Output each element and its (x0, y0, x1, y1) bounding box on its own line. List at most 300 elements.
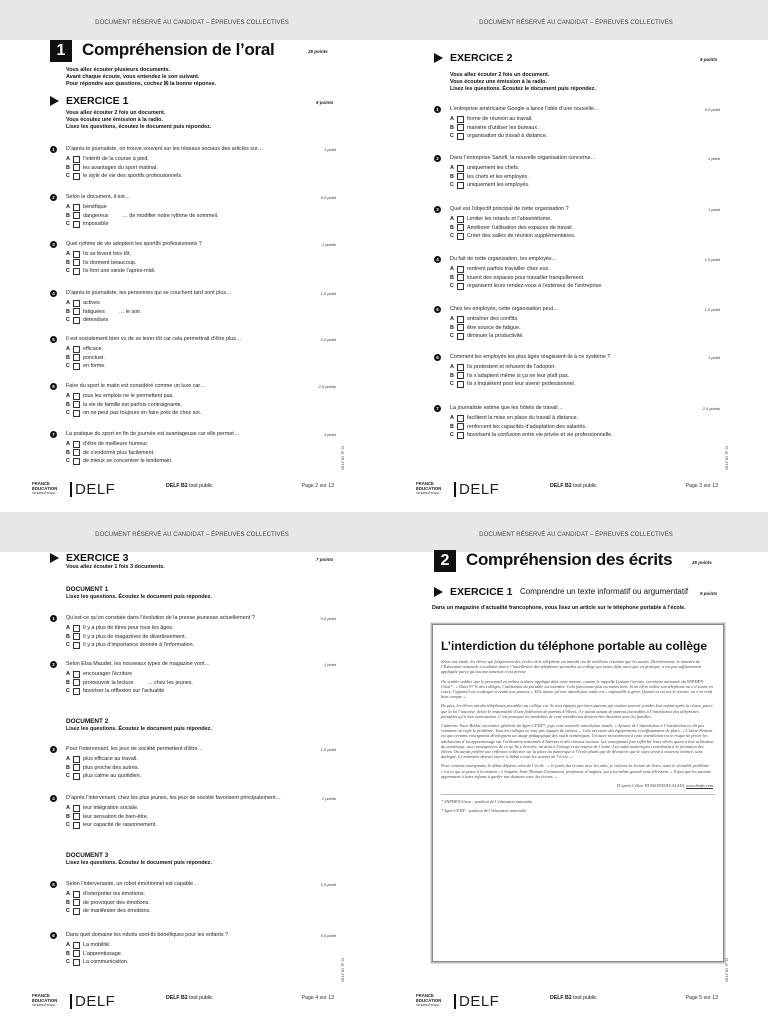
option-text: Ils dorment beaucoup. (83, 259, 137, 266)
question-text: Dans quel domaine les robots sont-ils bénéfiques pour les enfants ? (66, 932, 229, 938)
checkbox[interactable] (457, 381, 464, 388)
question-points: 1,5 point (320, 291, 336, 296)
option-text: entraîner des conflits. (467, 316, 519, 322)
page-footer (0, 990, 384, 1010)
option-letter: A (66, 942, 70, 948)
side-code: DELF B2 TP 22 (341, 445, 345, 470)
answer-option (450, 324, 521, 332)
answer-option (66, 401, 182, 409)
option-text: promouvoir la lecture (83, 679, 134, 686)
answer-option (66, 155, 149, 163)
option-letter: C (66, 268, 70, 274)
checkbox[interactable] (73, 393, 80, 400)
option-letter: C (66, 221, 70, 227)
page-number: Page 2 sur 13 (301, 483, 334, 489)
checkbox[interactable] (73, 959, 80, 966)
option-text: dangereux (83, 212, 109, 219)
option-letter: B (450, 324, 454, 331)
exercise-intro: Vous allez écouter 1 fois 3 documents. (66, 564, 165, 570)
answer-option (450, 372, 569, 380)
option-letter: C (66, 688, 70, 694)
answer-option (450, 173, 529, 181)
document-title: DOCUMENT 2 (66, 718, 109, 725)
page-number: Page 4 sur 13 (301, 995, 334, 1001)
option-letter: C (66, 908, 70, 914)
answer-option (450, 124, 539, 132)
checkbox[interactable] (73, 156, 80, 163)
checkbox[interactable] (457, 165, 464, 172)
question-number-icon: 5 (50, 881, 57, 888)
option-text: la vie de famille est parfois contraignante. (83, 401, 183, 408)
page-number: Page 3 sur 13 (685, 483, 718, 489)
answer-option (66, 164, 158, 172)
option-letter: B (450, 124, 454, 131)
answer-option (66, 392, 174, 400)
answer-option (66, 308, 141, 316)
section-intro: Vous allez écouter plusieurs documents. Avant chaque écoute, vous entendez le son suivant. Pour répondre aux questions, cochez ☒ la bonne réponse. (66, 67, 217, 87)
question-text: Selon Elsa Maudet, les nouveaux types de magazine vont… (66, 661, 210, 667)
option-text: encourager l’écriture (83, 671, 133, 677)
delf-logo: DELF (75, 993, 116, 1010)
checkbox[interactable] (73, 642, 80, 649)
checkbox[interactable] (73, 764, 80, 771)
answer-option (450, 363, 556, 371)
question-points: 1,5 point (320, 747, 336, 752)
france-education-logo: FRANCE ÉDUCATION INTERNATIONAL (32, 993, 58, 1008)
question-number-icon: 5 (434, 306, 441, 313)
question-points: 0,5 point (320, 195, 336, 200)
option-text: de manifester des émotions. (83, 908, 151, 914)
exercise-points: 7 points (316, 557, 334, 562)
option-letter: C (66, 363, 70, 369)
divider (441, 794, 715, 795)
option-text: en forme. (83, 363, 106, 369)
play-arrow-icon (434, 53, 443, 63)
answer-option (66, 772, 141, 780)
question-text: Comment les employés les plus âgés réagissent-ils à ce système ? (450, 354, 611, 360)
checkbox[interactable] (457, 216, 464, 223)
option-text: Ils s’inquiètent pour leur avenir professionnel. (467, 381, 576, 387)
exercise-points: 9 points (700, 591, 718, 596)
section-title: Compréhension des écrits (466, 550, 673, 569)
option-letter: A (66, 625, 70, 631)
option-text: leur sensation de bien-être. (83, 813, 149, 820)
checkbox[interactable] (457, 133, 464, 140)
question-text: Dans l’entreprise Sanofi, la nouvelle organisation concerne… (450, 155, 596, 161)
question-points: 0,5 point (320, 337, 336, 342)
question-text: La pratique du sport en fin de journée est avantageuse car elle permet… (66, 431, 240, 437)
checkbox[interactable] (457, 274, 464, 281)
checkbox[interactable] (73, 300, 80, 307)
checkbox[interactable] (73, 308, 80, 315)
option-letter: A (450, 415, 454, 421)
option-letter: C (450, 333, 454, 339)
question-points: 0,5 point (704, 107, 720, 112)
side-code: DELF B2 TP 22 (725, 445, 729, 470)
option-text: Ils protestent et refusent de l’adopter. (467, 364, 556, 370)
option-letter: C (450, 283, 454, 289)
option-text: diminuer la productivité. (467, 333, 524, 339)
option-letter: C (66, 173, 70, 179)
checkbox[interactable] (457, 364, 464, 371)
answer-option (66, 345, 103, 353)
option-letter: B (66, 679, 70, 686)
question-number-icon: 5 (50, 336, 57, 343)
question-number-icon: 3 (434, 206, 441, 213)
option-letter: C (66, 959, 70, 965)
option-letter: C (450, 381, 454, 387)
france-education-logo: FRANCE ÉDUCATION INTERNATIONAL (32, 481, 58, 496)
checkbox[interactable] (73, 633, 80, 640)
option-letter: A (66, 393, 70, 399)
question-text: Chez les employés, cette organisation peut… (450, 306, 559, 312)
option-letter: C (66, 773, 70, 779)
section-points: 25 points (692, 560, 712, 565)
article-paragraph: Catherine Nave-Bekhti, secrétaire générale du Sgen-CFDT*, juge cette nouvelle interdiction inutile. « Ajouter de l’interdiction à l’interdiction ne dit pas comment on règle le problème. Tous les collèges ne sont pas équipés de casiers ». Cela nécessite des équipements et suffisamment de place. « L’autre élément est que certains enseignants développent un usage pédagogique des outils numériques. Un autre inconvénient à cette interdiction est le risque de priver les adolescents d’un apprentissage sur l’utilisation raisonnée d’Internet et des réseaux sociaux. Les enseignants font réfléchir leurs élèves quant à leur utilisation du numérique, aux conséquences de ce qu’ils y écrivent, au droit à l’image et au respect de l’autre. Les outils numériques contribuent à la formation des élèves. On aurait préféré une réflexion collective sur la place du numérique à l’école plutôt que de découvrir que le sujet serait à nouveau relancé, sans dialogue. Le ministère devrait ouvrir le débat à tous les acteurs de l’école. » (441, 723, 714, 760)
checkbox[interactable] (73, 354, 80, 361)
checkbox[interactable] (457, 372, 464, 379)
answer-option (66, 250, 131, 258)
answer-option (450, 215, 552, 223)
option-letter: B (66, 950, 70, 957)
article-paragraph: De plus, les élèves ont des téléphones portables au collège car ils sont équipés par leurs parents qui veulent pouvoir joindre leur enfant après la classe, parce que la loi l’autorise. Selon le responsable d’une fédération de parents d’élèves, il y aurait autant de parents favorables à l’interdiction des téléphones portables qu’à leur autorisation. C’est pourquoi les modalités de cette interdiction doivent être discutées avec les familles. (441, 703, 713, 719)
answer-option (66, 641, 194, 649)
article-box (432, 624, 724, 962)
logo-divider (454, 994, 456, 1009)
option-letter: C (66, 317, 70, 323)
option-letter: B (66, 899, 70, 906)
option-letter: A (66, 204, 70, 210)
answer-option (66, 821, 157, 829)
checkbox[interactable] (457, 224, 464, 231)
option-text: les avantages du sport matinal. (83, 164, 158, 171)
option-letter: B (66, 764, 70, 771)
option-text: Ils s’adaptent même si ça ne leur plaît pas. (467, 372, 570, 379)
question-text: Quel est l’objectif principal de cette organisation ? (450, 206, 569, 212)
answer-option (450, 265, 550, 273)
question-text: Selon l’intervenante, un robot émotionnel est capable… (66, 881, 199, 887)
option-text: organisent leurs rendez-vous à l’extérieur de l’entreprise. (467, 283, 603, 289)
answer-option (450, 423, 587, 431)
option-text: d’être de meilleure humeur. (83, 441, 149, 447)
option-letter: B (66, 212, 70, 219)
option-text: La mobilité. (83, 942, 111, 948)
checkbox[interactable] (73, 212, 80, 219)
page-footer (384, 990, 768, 1010)
checkbox[interactable] (73, 942, 80, 949)
checkbox[interactable] (73, 221, 80, 228)
checkbox[interactable] (73, 950, 80, 957)
option-text: facilitent la mise en place du travail à distance. (467, 415, 579, 421)
page-header: DOCUMENT RÉSERVÉ AU CANDIDAT – ÉPREUVES COLLECTIVES (384, 0, 768, 40)
document-instructions: Lisez les questions. Écoutez le document puis répondez. (66, 860, 212, 866)
option-text: on ne peut pas toujours en faire près de chez soi. (83, 410, 202, 416)
footnote: * Sgen-CFDT : syndicat de l’éducation nationale. (441, 808, 527, 814)
exercise-title: EXERCICE 1 (66, 95, 129, 107)
checkbox[interactable] (73, 805, 80, 812)
logo-divider (70, 482, 72, 497)
question-points: 2 points (321, 242, 336, 247)
question-number-icon: 6 (434, 354, 441, 361)
section-number: 2 (434, 550, 456, 572)
document-title: DOCUMENT 3 (66, 852, 109, 859)
option-text: plus efficace au travail. (83, 756, 138, 762)
checkbox[interactable] (73, 251, 80, 258)
page-4 (0, 512, 384, 1024)
option-letter: A (66, 251, 70, 257)
article-paragraph: Selon une étude, les élèves qui fréquentent des écoles où le téléphone est interdit ont de meilleurs résultats que les autres. Dernièrement, le ministre de l’Éducation nationale a souhaité durcir l’interdiction des téléphones portables au collège qui existe déjà, mais qui, en pratique, n’est pas suffisamment appliquée parce qu’aucune sanction n’est prévue. (441, 659, 701, 675)
document-instructions: Lisez les questions. Écoutez le document puis répondez. (66, 726, 212, 732)
option-text: favorisent la confusion entre vie privée et vie professionnelle. (467, 432, 613, 438)
option-text: le style de vie des sportifs professionnels. (83, 173, 183, 179)
checkbox[interactable] (457, 324, 464, 331)
option-letter: B (66, 354, 70, 361)
option-text: les chefs et les employés. (467, 173, 529, 180)
question-text: D’après le journaliste, les personnes qui se couchent tard sont plus… (66, 290, 232, 296)
option-text: L’apprentissage. (83, 950, 123, 957)
checkbox[interactable] (73, 679, 80, 686)
question-text: L’entreprise américaine Google a lancé l’idée d’une nouvelle… (450, 106, 600, 112)
option-text: d’interpréter les émotions. (83, 891, 146, 897)
checkbox[interactable] (73, 908, 80, 915)
answer-option (66, 316, 108, 324)
logo-divider (454, 482, 456, 497)
option-letter: C (66, 410, 70, 416)
question-points: 1,5 point (320, 882, 336, 887)
answer-option (66, 687, 164, 695)
delf-logo: DELF (75, 481, 116, 498)
question-points: 0,5 point (320, 933, 336, 938)
page-5 (384, 512, 768, 1024)
option-letter: A (66, 156, 70, 162)
checkbox[interactable] (73, 363, 80, 370)
answer-option (66, 950, 122, 958)
option-text: fatiguées (83, 308, 105, 315)
answer-option (66, 804, 138, 812)
question-text: Il est socialement bien vu de se lever tôt car cela permettrait d’être plus… (66, 336, 242, 342)
section-points: 25 points (308, 49, 328, 54)
option-letter: A (450, 316, 454, 322)
answer-option (66, 354, 105, 362)
option-letter: C (66, 642, 70, 648)
answer-option (66, 457, 173, 465)
option-text: Limiter les retards et l’absentéisme. (467, 216, 552, 222)
checkbox[interactable] (457, 266, 464, 273)
option-letter: B (66, 449, 70, 456)
question-number-icon: 6 (50, 383, 57, 390)
option-text: bénéfique (83, 204, 107, 210)
option-letter: C (450, 432, 454, 438)
checkbox[interactable] (457, 173, 464, 180)
option-text: Ils se lèvent très tôt. (83, 251, 131, 257)
checkbox[interactable] (73, 173, 80, 180)
answer-option (66, 220, 108, 228)
footer-level: DELF B2 tout public (166, 483, 213, 489)
checkbox[interactable] (73, 688, 80, 695)
option-letter: B (450, 173, 454, 180)
option-text: leur capacité de raisonnement. (83, 822, 157, 828)
question-points: 1 point (707, 207, 720, 212)
answer-option (66, 679, 193, 687)
option-text: l’intérêt de la course à pied. (83, 156, 149, 162)
page-2 (0, 0, 384, 512)
delf-logo: DELF (459, 481, 500, 498)
question-number-icon: 4 (50, 290, 57, 297)
question-points: 1 point (323, 662, 336, 667)
play-arrow-icon (434, 587, 443, 597)
question-number-icon: 4 (434, 256, 441, 263)
answer-option (66, 409, 201, 417)
option-text: La communication. (83, 959, 129, 965)
answer-option (450, 315, 519, 323)
source-link[interactable]: www.bmftv.com (686, 783, 713, 789)
answer-option (66, 907, 151, 915)
checkbox[interactable] (73, 671, 80, 678)
option-suffix: … de modifier notre rythme de sommeil. (122, 212, 219, 219)
question-text: D’après le journaliste, on trouve souvent sur les réseaux sociaux des articles sur… (66, 146, 264, 152)
option-letter: A (66, 671, 70, 677)
page-footer (0, 478, 384, 498)
answer-option (66, 440, 148, 448)
checkbox[interactable] (73, 259, 80, 266)
answer-option (450, 164, 519, 172)
checkbox[interactable] (457, 182, 464, 189)
checkbox[interactable] (457, 116, 464, 123)
option-text: manière d’utiliser les bureaux. (467, 124, 539, 131)
checkbox[interactable] (73, 458, 80, 465)
checkbox[interactable] (73, 441, 80, 448)
footnote: * SNPDEN-Unsa : syndicat de l’éducation nationale. (441, 799, 534, 805)
checkbox[interactable] (457, 423, 464, 430)
question-points: 1 point (323, 432, 336, 437)
option-letter: A (66, 346, 70, 352)
exercise-points: 9 points (316, 100, 334, 105)
page-header: DOCUMENT RÉSERVÉ AU CANDIDAT – ÉPREUVES COLLECTIVES (0, 0, 384, 40)
answer-option (450, 282, 603, 290)
question-number-icon: 3 (50, 241, 57, 248)
checkbox[interactable] (73, 891, 80, 898)
checkbox[interactable] (73, 268, 80, 275)
question-number-icon: 1 (50, 146, 57, 153)
checkbox[interactable] (73, 164, 80, 171)
checkbox[interactable] (457, 316, 464, 323)
answer-option (66, 813, 148, 821)
option-letter: B (66, 633, 70, 640)
play-arrow-icon (50, 553, 59, 563)
answer-option (66, 212, 218, 220)
checkbox[interactable] (73, 822, 80, 829)
question-text: Qu’est-ce qu’on constate dans l’évolution de la presse jeunesse actuellement ? (66, 615, 255, 621)
document-instructions: Lisez les questions. Écoutez le document puis répondez. (66, 594, 212, 600)
question-points: 1 point (323, 147, 336, 152)
checkbox[interactable] (73, 317, 80, 324)
option-letter: B (66, 401, 70, 408)
checkbox[interactable] (73, 756, 80, 763)
france-education-logo: FRANCE ÉDUCATION INTERNATIONAL (416, 993, 442, 1008)
checkbox[interactable] (73, 346, 80, 353)
option-text: impossible (83, 221, 109, 227)
logo-divider (70, 994, 72, 1009)
answer-option (66, 890, 145, 898)
side-code: DELF B2 TP 22 (341, 957, 345, 982)
option-text: uniquement les chefs. (467, 165, 520, 171)
option-letter: B (450, 274, 454, 281)
question-text: Du fait de cette organisation, les employés… (450, 256, 557, 262)
answer-option (450, 414, 578, 422)
page-3 (384, 0, 768, 512)
answer-option (450, 274, 584, 282)
option-text: de mieux se concentrer le lendemain. (83, 458, 173, 464)
question-text: La journaliste estime que les hôtels de travail… (450, 405, 563, 411)
checkbox[interactable] (73, 773, 80, 780)
question-number-icon: 4 (50, 795, 57, 802)
option-text: Ils font une sieste l’après-midi. (83, 268, 156, 274)
exercise-title: EXERCICE 2 (450, 52, 513, 64)
checkbox[interactable] (73, 401, 80, 408)
option-text: uniquement les employés. (467, 182, 530, 188)
checkbox[interactable] (73, 813, 80, 820)
option-text: de s’endormir plus facilement. (83, 449, 155, 456)
checkbox[interactable] (73, 449, 80, 456)
option-letter: A (66, 441, 70, 447)
question-points: 1 point (707, 156, 720, 161)
question-number-icon: 7 (434, 405, 441, 412)
article-paragraph: Pour certains enseignants, le débat dépasse celui de l’école : « Je parle des écrans avec les ados, je valorise la lecture de livres, mais le véritable problème c’est ce qui se passe à la maison » s’inquiète Jean-Thomas Giovannoni, professeur d’anglais, qui a lui-même grandi sans télévision. « Il faut que les parents apprennent à leurs enfants à garder une distance avec les écrans. » (441, 763, 711, 779)
checkbox[interactable] (73, 410, 80, 417)
option-letter: B (450, 224, 454, 231)
answer-option (66, 172, 182, 180)
answer-option (450, 132, 547, 140)
option-text: plus calme au quotidien. (83, 773, 142, 779)
section-number: 1 (50, 40, 72, 62)
answer-option (66, 299, 100, 307)
answer-option (66, 362, 106, 370)
option-text: renforcent les capacités d’adaptation des salariés. (467, 423, 587, 430)
option-text: ponctuel. (83, 354, 105, 361)
option-text: favoriser la réflexion sur l’actualité (83, 688, 165, 694)
checkbox[interactable] (457, 432, 464, 439)
checkbox[interactable] (73, 204, 80, 211)
answer-option (66, 670, 132, 678)
section-title: Compréhension de l’oral (82, 40, 275, 59)
option-text: tous les emplois ne le permettent pas. (83, 393, 174, 399)
option-letter: B (450, 372, 454, 379)
exercise-title: EXERCICE 1 (450, 586, 513, 598)
question-points: 2 points (321, 796, 336, 801)
question-number-icon: 7 (50, 431, 57, 438)
checkbox[interactable] (457, 283, 464, 290)
checkbox[interactable] (73, 625, 80, 632)
checkbox[interactable] (457, 333, 464, 340)
footer-level: DELF B2 tout public (550, 483, 597, 489)
checkbox[interactable] (457, 124, 464, 131)
checkbox[interactable] (73, 899, 80, 906)
checkbox[interactable] (457, 233, 464, 240)
document-title: DOCUMENT 1 (66, 586, 109, 593)
question-points: 1,5 point (704, 307, 720, 312)
exercise-intro: Dans un magazine d’actualité francophone, vous lisez un article sur le téléphone portable à l’école. (432, 605, 686, 611)
question-points: 2,5 points (318, 384, 336, 389)
question-points: 1,5 point (704, 257, 720, 262)
option-letter: C (450, 133, 454, 139)
option-letter: B (66, 164, 70, 171)
checkbox[interactable] (457, 415, 464, 422)
answer-option (66, 267, 156, 275)
answer-option (66, 764, 139, 772)
page-footer (384, 478, 768, 498)
answer-option (450, 224, 573, 232)
option-letter: B (66, 308, 70, 315)
